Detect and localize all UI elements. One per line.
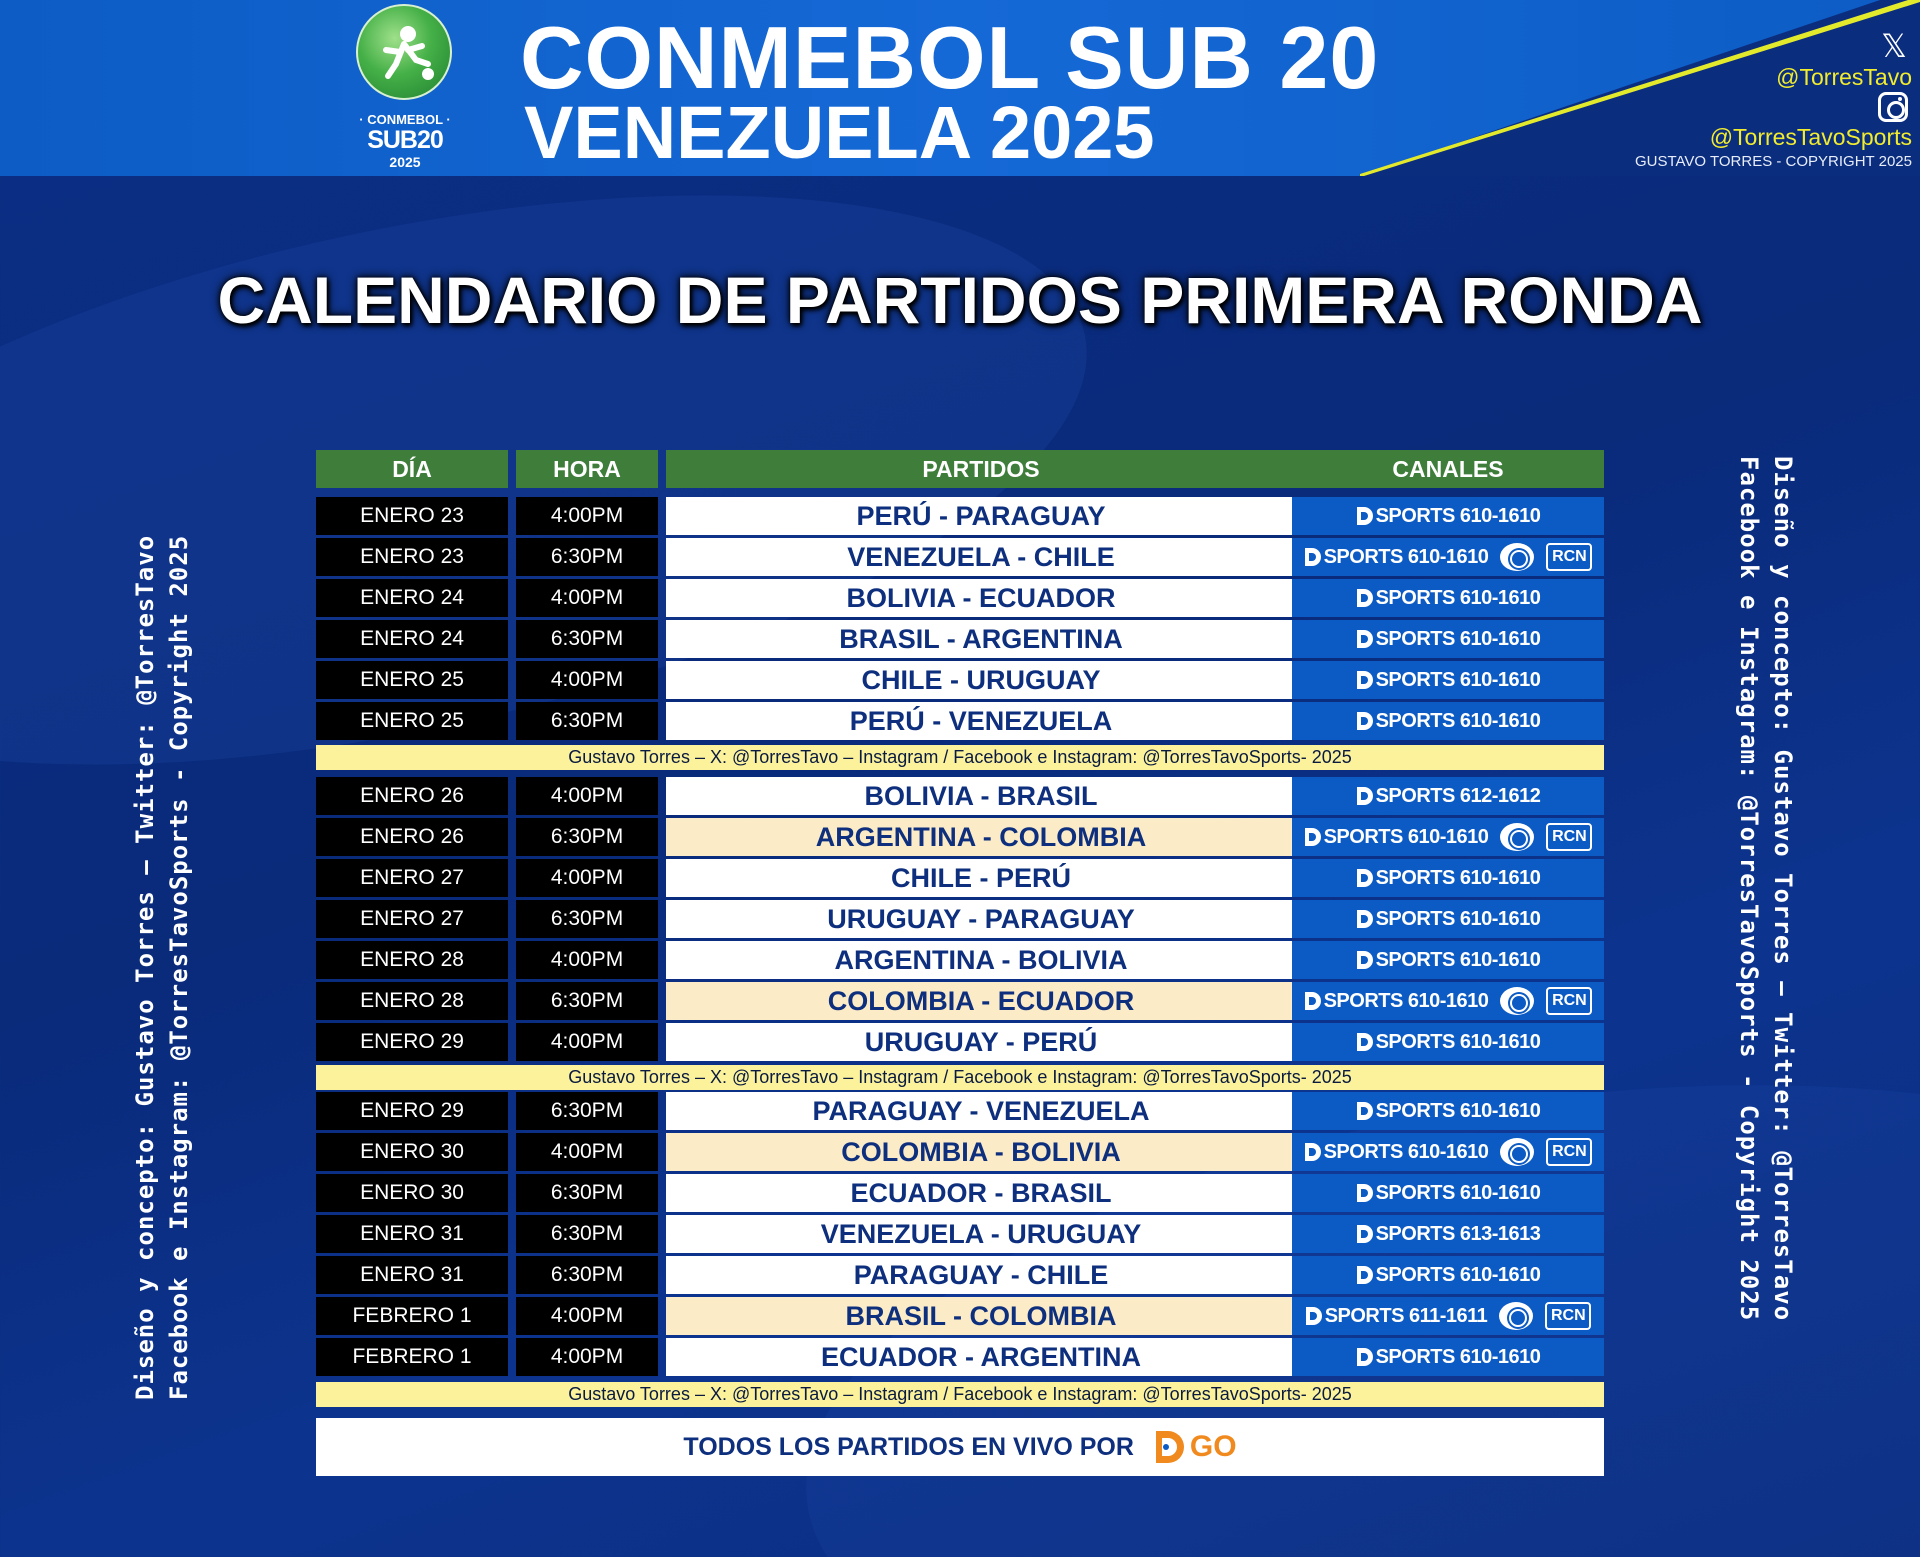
cell-dia: ENERO 24 xyxy=(316,620,508,658)
dsports-channel-number: SPORTS 610-1610 xyxy=(1375,668,1541,691)
dsports-channel-number: SPORTS 610-1610 xyxy=(1375,1345,1541,1368)
dsports-channel xyxy=(1356,1346,1541,1369)
header-title: CONMEBOL SUB 20 xyxy=(520,8,1380,107)
rcn-logo-icon: RCN xyxy=(1546,1138,1592,1166)
dsports-logo-icon xyxy=(1356,506,1374,526)
dsports-channel xyxy=(1356,628,1541,651)
dsports-logo-icon xyxy=(1356,711,1374,731)
header-hora: HORA xyxy=(516,450,658,488)
dsports-channel xyxy=(1356,587,1541,610)
cell-dia: ENERO 23 xyxy=(316,538,508,576)
dsports-channel-number: SPORTS 610-1610 xyxy=(1323,1140,1489,1163)
table-row xyxy=(316,1215,1604,1253)
cell-hora: 4:00PM xyxy=(516,1297,658,1335)
cell-canales xyxy=(1292,579,1604,617)
cell-partido: COLOMBIA - BOLIVIA xyxy=(666,1133,1296,1171)
cell-canales xyxy=(1292,1023,1604,1061)
credits-banner: Gustavo Torres – X: @TorresTavo – Instagram / Facebook e Instagram: @TorresTavoSports- 2025 xyxy=(316,745,1604,770)
dsports-logo-icon xyxy=(1304,547,1322,567)
cell-hora: 4:00PM xyxy=(516,1023,658,1061)
cell-partido: CHILE - PERÚ xyxy=(666,859,1296,897)
dsports-logo-icon xyxy=(1356,786,1374,806)
dsports-logo-icon xyxy=(1356,950,1374,970)
cell-dia: ENERO 31 xyxy=(316,1256,508,1294)
table-row xyxy=(316,982,1604,1020)
cell-canales xyxy=(1292,818,1604,856)
x-logo-icon: 𝕏 xyxy=(1881,27,1907,65)
table-row xyxy=(316,497,1604,535)
dsports-channel-number: SPORTS 610-1610 xyxy=(1323,989,1489,1012)
dsports-channel-number: SPORTS 610-1610 xyxy=(1375,586,1541,609)
cell-dia: ENERO 24 xyxy=(316,579,508,617)
table-row xyxy=(316,1338,1604,1376)
cell-partido: ECUADOR - ARGENTINA xyxy=(666,1338,1296,1376)
caracol-eye-icon xyxy=(1500,543,1534,571)
dsports-channel-number: SPORTS 610-1610 xyxy=(1375,1099,1541,1122)
caracol-eye-icon xyxy=(1500,823,1534,851)
dsports-channel-number: SPORTS 610-1610 xyxy=(1375,709,1541,732)
cell-dia: ENERO 25 xyxy=(316,661,508,699)
cell-partido: CHILE - URUGUAY xyxy=(666,661,1296,699)
dsports-channel xyxy=(1356,908,1541,931)
cell-dia: ENERO 30 xyxy=(316,1174,508,1212)
table-row xyxy=(316,1256,1604,1294)
cell-canales xyxy=(1292,1338,1604,1376)
conmebol-sub20-logo xyxy=(352,4,458,172)
cell-canales xyxy=(1292,1092,1604,1130)
logo-sub20-text: SUB20 xyxy=(367,126,443,154)
cell-partido: URUGUAY - PARAGUAY xyxy=(666,900,1296,938)
cell-hora: 6:30PM xyxy=(516,538,658,576)
cell-hora: 6:30PM xyxy=(516,1092,658,1130)
table-row xyxy=(316,900,1604,938)
rcn-logo-icon: RCN xyxy=(1546,543,1592,571)
cell-hora: 6:30PM xyxy=(516,982,658,1020)
caracol-eye-icon xyxy=(1499,1302,1533,1330)
rcn-logo-icon: RCN xyxy=(1546,823,1592,851)
credits-right-line2: Facebook e Instagram: @TorresTavoSports - Copyright 2025 xyxy=(1735,456,1763,1322)
cell-canales xyxy=(1292,1297,1604,1335)
dsports-logo-icon xyxy=(1356,588,1374,608)
dsports-logo-icon xyxy=(1356,1347,1374,1367)
dgo-logo-icon xyxy=(1154,1429,1188,1465)
footer-banner xyxy=(316,1418,1604,1476)
dsports-channel xyxy=(1304,1141,1489,1164)
dsports-channel-number: SPORTS 610-1610 xyxy=(1323,545,1489,568)
cell-dia: ENERO 25 xyxy=(316,702,508,740)
cell-canales xyxy=(1292,1215,1604,1253)
cell-canales xyxy=(1292,859,1604,897)
dsports-logo-icon xyxy=(1356,1183,1374,1203)
cell-dia: ENERO 26 xyxy=(316,777,508,815)
table-row xyxy=(316,702,1604,740)
cell-dia: ENERO 29 xyxy=(316,1023,508,1061)
dsports-logo-icon xyxy=(1304,1142,1322,1162)
credits-left-line2: Facebook e Instagram: @TorresTavoSports - Copyright 2025 xyxy=(165,534,193,1400)
cell-partido: ARGENTINA - COLOMBIA xyxy=(666,818,1296,856)
credits-banner: Gustavo Torres – X: @TorresTavo – Instagram / Facebook e Instagram: @TorresTavoSports- 2025 xyxy=(316,1382,1604,1407)
cell-hora: 4:00PM xyxy=(516,661,658,699)
cell-hora: 6:30PM xyxy=(516,818,658,856)
cell-dia: ENERO 30 xyxy=(316,1133,508,1171)
dsports-logo-icon xyxy=(1356,670,1374,690)
cell-canales xyxy=(1292,497,1604,535)
credits-banner: Gustavo Torres – X: @TorresTavo – Instagram / Facebook e Instagram: @TorresTavoSports- 2025 xyxy=(316,1065,1604,1090)
dsports-channel-number: SPORTS 610-1610 xyxy=(1375,866,1541,889)
cell-dia: ENERO 27 xyxy=(316,859,508,897)
page-title: CALENDARIO DE PARTIDOS PRIMERA RONDA xyxy=(217,263,1703,337)
dsports-channel-number: SPORTS 610-1610 xyxy=(1323,825,1489,848)
credits-right-line1: Diseño y concepto: Gustavo Torres – Twitter: @TorresTavo xyxy=(1769,456,1797,1322)
table-row xyxy=(316,1133,1604,1171)
cell-partido: PARAGUAY - VENEZUELA xyxy=(666,1092,1296,1130)
credits-right xyxy=(1732,456,1800,1321)
cell-canales xyxy=(1292,538,1604,576)
cell-canales xyxy=(1292,702,1604,740)
cell-partido: PARAGUAY - CHILE xyxy=(666,1256,1296,1294)
cell-canales xyxy=(1292,1133,1604,1171)
dsports-logo-icon xyxy=(1304,991,1322,1011)
table-row xyxy=(316,538,1604,576)
dgo-text: GO xyxy=(1189,1430,1237,1463)
cell-hora: 6:30PM xyxy=(516,620,658,658)
cell-hora: 4:00PM xyxy=(516,1338,658,1376)
cell-partido: PERÚ - VENEZUELA xyxy=(666,702,1296,740)
dsports-channel xyxy=(1356,505,1541,528)
dsports-channel xyxy=(1356,1223,1541,1246)
cell-hora: 4:00PM xyxy=(516,579,658,617)
dgo-logo xyxy=(1154,1429,1237,1465)
cell-partido: PERÚ - PARAGUAY xyxy=(666,497,1296,535)
dsports-logo-icon xyxy=(1304,827,1322,847)
cell-partido: BRASIL - ARGENTINA xyxy=(666,620,1296,658)
table-row xyxy=(316,1297,1604,1335)
cell-hora: 4:00PM xyxy=(516,941,658,979)
cell-hora: 4:00PM xyxy=(516,859,658,897)
copyright-text: GUSTAVO TORRES - COPYRIGHT 2025 xyxy=(1634,153,1912,170)
dsports-channel xyxy=(1356,669,1541,692)
cell-partido: COLOMBIA - ECUADOR xyxy=(666,982,1296,1020)
header-partidos: PARTIDOS xyxy=(666,450,1296,488)
cell-hora: 6:30PM xyxy=(516,1256,658,1294)
cell-partido: VENEZUELA - CHILE xyxy=(666,538,1296,576)
dsports-channel xyxy=(1304,826,1489,849)
cell-hora: 6:30PM xyxy=(516,1174,658,1212)
cell-hora: 6:30PM xyxy=(516,900,658,938)
footer-text: TODOS LOS PARTIDOS EN VIVO POR xyxy=(683,1432,1134,1461)
dsports-channel-number: SPORTS 610-1610 xyxy=(1375,1181,1541,1204)
dsports-channel-number: SPORTS 613-1613 xyxy=(1375,1222,1541,1245)
cell-canales xyxy=(1292,777,1604,815)
table-row xyxy=(316,661,1604,699)
cell-dia: ENERO 29 xyxy=(316,1092,508,1130)
cell-dia: ENERO 26 xyxy=(316,818,508,856)
cell-hora: 4:00PM xyxy=(516,497,658,535)
header-dia: DÍA xyxy=(316,450,508,488)
cell-hora: 4:00PM xyxy=(516,1133,658,1171)
cell-hora: 6:30PM xyxy=(516,1215,658,1253)
cell-hora: 4:00PM xyxy=(516,777,658,815)
dsports-channel-number: SPORTS 610-1610 xyxy=(1375,627,1541,650)
cell-canales xyxy=(1292,661,1604,699)
dsports-channel-number: SPORTS 611-1611 xyxy=(1324,1304,1488,1327)
table-row xyxy=(316,1174,1604,1212)
x-handle: @TorresTavo xyxy=(1776,64,1912,90)
table-row xyxy=(316,1023,1604,1061)
caracol-eye-icon xyxy=(1500,1138,1534,1166)
dsports-logo-icon xyxy=(1356,1265,1374,1285)
cell-partido: BRASIL - COLOMBIA xyxy=(666,1297,1296,1335)
cell-canales xyxy=(1292,900,1604,938)
cell-partido: BOLIVIA - ECUADOR xyxy=(666,579,1296,617)
caracol-eye-icon xyxy=(1500,987,1534,1015)
dsports-channel-number: SPORTS 610-1610 xyxy=(1375,948,1541,971)
table-row xyxy=(316,859,1604,897)
cell-dia: ENERO 27 xyxy=(316,900,508,938)
credits-left-line1: Diseño y concepto: Gustavo Torres – Twitter: @TorresTavo xyxy=(131,534,159,1400)
table-row xyxy=(316,818,1604,856)
cell-partido: URUGUAY - PERÚ xyxy=(666,1023,1296,1061)
cell-dia: ENERO 31 xyxy=(316,1215,508,1253)
table-row xyxy=(316,941,1604,979)
soccer-player-icon xyxy=(356,4,452,100)
dsports-channel xyxy=(1356,1100,1541,1123)
logo-year-text: 2025 xyxy=(389,154,421,170)
rcn-logo-icon: RCN xyxy=(1546,987,1592,1015)
dsports-channel xyxy=(1304,990,1489,1013)
cell-partido: VENEZUELA - URUGUAY xyxy=(666,1215,1296,1253)
rcn-logo-icon: RCN xyxy=(1545,1302,1591,1330)
header-banner xyxy=(0,0,1920,176)
cell-canales xyxy=(1292,1256,1604,1294)
cell-partido: ARGENTINA - BOLIVIA xyxy=(666,941,1296,979)
dsports-channel xyxy=(1356,867,1541,890)
dsports-logo-icon xyxy=(1356,1224,1374,1244)
cell-dia: FEBRERO 1 xyxy=(316,1297,508,1335)
cell-dia: FEBRERO 1 xyxy=(316,1338,508,1376)
dsports-channel xyxy=(1305,1305,1488,1328)
dsports-channel xyxy=(1356,785,1541,808)
dsports-channel xyxy=(1356,1182,1541,1205)
dsports-channel xyxy=(1356,710,1541,733)
dsports-channel xyxy=(1304,546,1489,569)
cell-dia: ENERO 28 xyxy=(316,982,508,1020)
cell-canales xyxy=(1292,941,1604,979)
dsports-logo-icon xyxy=(1356,629,1374,649)
instagram-icon xyxy=(1878,92,1908,122)
dsports-logo-icon xyxy=(1356,1032,1374,1052)
cell-canales xyxy=(1292,982,1604,1020)
dsports-logo-icon xyxy=(1356,1101,1374,1121)
cell-partido: ECUADOR - BRASIL xyxy=(666,1174,1296,1212)
dsports-channel-number: SPORTS 612-1612 xyxy=(1375,784,1541,807)
dsports-logo-icon xyxy=(1305,1306,1323,1326)
dsports-channel xyxy=(1356,949,1541,972)
table-row xyxy=(316,777,1604,815)
cell-canales xyxy=(1292,620,1604,658)
dsports-channel-number: SPORTS 610-1610 xyxy=(1375,504,1541,527)
cell-partido: BOLIVIA - BRASIL xyxy=(666,777,1296,815)
dsports-channel xyxy=(1356,1264,1541,1287)
dsports-logo-icon xyxy=(1356,868,1374,888)
cell-dia: ENERO 28 xyxy=(316,941,508,979)
dsports-channel-number: SPORTS 610-1610 xyxy=(1375,1030,1541,1053)
header-canales: CANALES xyxy=(1292,450,1604,488)
cell-dia: ENERO 23 xyxy=(316,497,508,535)
table-row xyxy=(316,1092,1604,1130)
table-header-row xyxy=(316,450,1604,488)
table-row xyxy=(316,620,1604,658)
logo-conmebol-text: · CONMEBOL · xyxy=(359,112,451,127)
dsports-channel-number: SPORTS 610-1610 xyxy=(1375,1263,1541,1286)
credits-left xyxy=(128,535,196,1400)
cell-hora: 6:30PM xyxy=(516,702,658,740)
dsports-logo-icon xyxy=(1356,909,1374,929)
dsports-channel-number: SPORTS 610-1610 xyxy=(1375,907,1541,930)
dsports-channel xyxy=(1356,1031,1541,1054)
cell-canales xyxy=(1292,1174,1604,1212)
instagram-handle: @TorresTavoSports xyxy=(1709,124,1912,150)
header-subtitle: VENEZUELA 2025 xyxy=(524,91,1155,174)
table-row xyxy=(316,579,1604,617)
